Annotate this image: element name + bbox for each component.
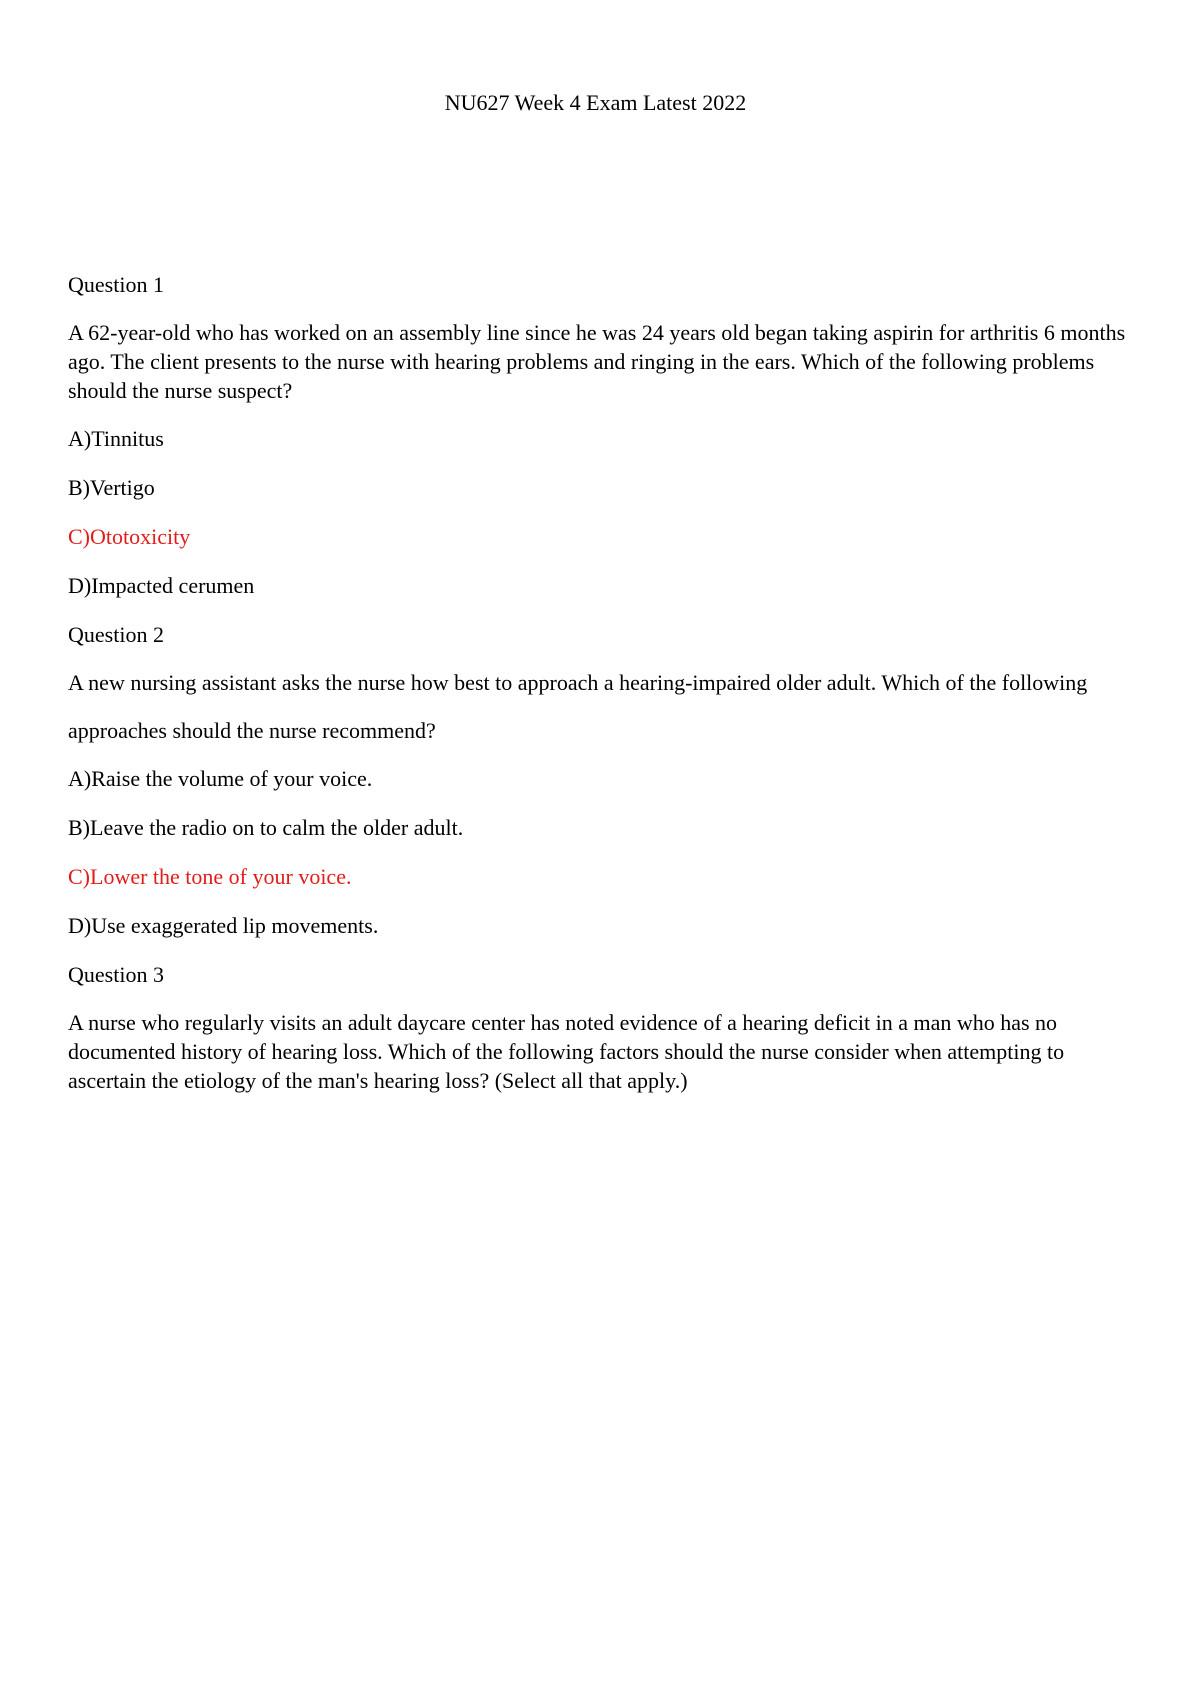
question-1-text: A 62-year-old who has worked on an assembly line since he was 24 years old began taking aspirin for arthritis 6 months ago. The client presents to the nurse with hearing problems and ringing in the ears. Which of the following problems should the nurse suspect?	[68, 320, 1126, 403]
question-1-option-c-correct: C)Ototoxicity	[68, 524, 191, 549]
question-1-option-d: D)Impacted cerumen	[68, 573, 255, 598]
question-2-text-part-1: A new nursing assistant asks the nurse how best to approach a hearing-impaired older adult. Which of the following	[68, 670, 1088, 695]
document-title: NU627 Week 4 Exam Latest 2022	[444, 90, 747, 115]
question-2-option-a: A)Raise the volume of your voice.	[68, 766, 373, 791]
question-2-heading: Question 2	[68, 622, 164, 647]
question-1-heading: Question 1	[68, 272, 164, 297]
question-1-option-a: A)Tinnitus	[68, 426, 164, 451]
question-1	[68, 270, 1128, 600]
question-1-option-b: B)Vertigo	[68, 475, 155, 500]
document-body	[68, 270, 1128, 1114]
question-3-heading: Question 3	[68, 962, 164, 987]
question-2-option-c-correct: C)Lower the tone of your voice.	[68, 864, 352, 889]
question-2	[68, 620, 1128, 940]
question-2-option-b: B)Leave the radio on to calm the older adult.	[68, 815, 464, 840]
question-2-text-part-2: approaches should the nurse recommend?	[68, 718, 436, 743]
question-2-option-d: D)Use exaggerated lip movements.	[68, 913, 379, 938]
question-3	[68, 960, 1128, 1095]
question-3-text: A nurse who regularly visits an adult daycare center has noted evidence of a hearing deficit in a man who has no documented history of hearing loss. Which of the following factors should the nurse consider when attempting to ascertain the etiology of the man's hearing loss? (Select all that apply.)	[68, 1010, 1065, 1093]
